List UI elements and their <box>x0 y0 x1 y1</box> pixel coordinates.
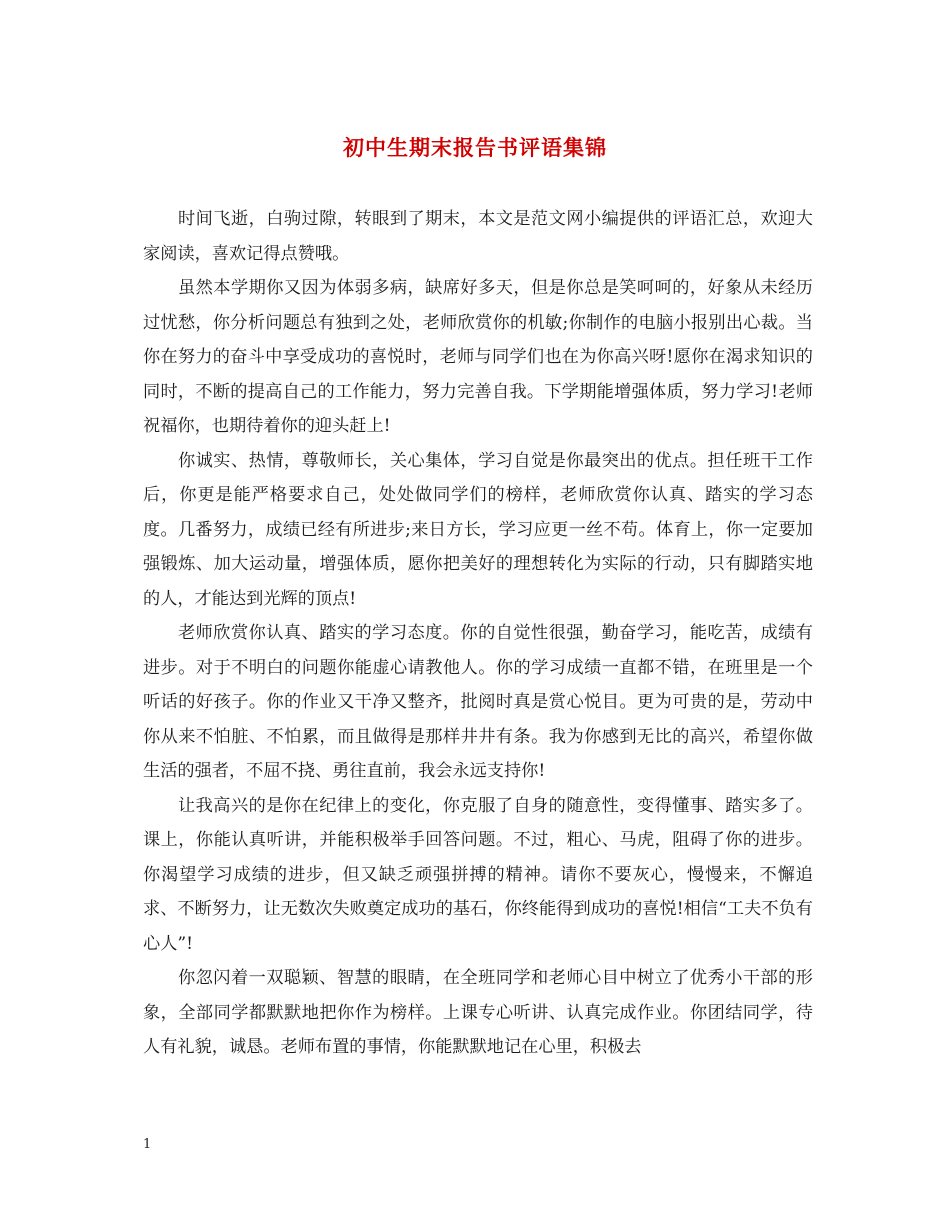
page-number: 1 <box>143 1137 152 1152</box>
paragraph-comment-3: 老师欣赏你认真、踏实的学习态度。你的自觉性很强，勤奋学习，能吃苦，成绩有进步。对于不明白的问题你能虚心请教他人。你的学习成绩一直都不错，在班里是一个听话的好孩子。你的作业又干净又整齐，批阅时真是赏心悦目。更为可贵的是，劳动中你从来不怕脏、不怕累，而且做得是那样井井有条。我为你感到无比的高兴，希望你做生活的强者，不屈不挠、勇往直前，我会永远支持你! <box>143 623 813 781</box>
document-body <box>143 202 813 1065</box>
paragraph-intro: 时间飞逝，白驹过隙，转眼到了期末，本文是范文网小编提供的评语汇总，欢迎大家阅读，喜欢记得点赞哦。 <box>143 209 813 264</box>
paragraph-comment-4: 让我高兴的是你在纪律上的变化，你克服了自身的随意性，变得懂事、踏实多了。课上，你能认真听讲，并能积极举手回答问题。不过，粗心、马虎，阻碍了你的进步。你渴望学习成绩的进步，但又缺乏顽强拼搏的精神。请你不要灰心，慢慢来，不懈追求、不断努力，让无数次失败奠定成功的基石，你终能得到成功的喜悦!相信“工夫不负有心人”! <box>143 795 813 954</box>
paragraph-comment-5: 你忽闪着一双聪颖、智慧的眼睛，在全班同学和老师心目中树立了优秀小干部的形象，全部同学都默默地把你作为榜样。上课专心听讲、认真完成作业。你团结同学，待人有礼貌，诚恳。老师布置的事情，你能默默地记在心里，积极去 <box>143 968 813 1057</box>
paragraph-comment-2: 你诚实、热情，尊敬师长，关心集体，学习自觉是你最突出的优点。担任班干工作后，你更是能严格要求自己，处处做同学们的榜样，老师欣赏你认真、踏实的学习态度。几番努力，成绩已经有所进步;来日方长，学习应更一丝不苟。体育上，你一定要加强锻炼、加大运动量，增强体质，愿你把美好的理想转化为实际的行动，只有脚踏实地的人，才能达到光辉的顶点! <box>143 450 813 609</box>
document-title: 初中生期末报告书评语集锦 <box>343 135 607 160</box>
paragraph-comment-1: 虽然本学期你又因为体弱多病，缺席好多天，但是你总是笑呵呵的，好象从未经历过忧愁，你分析问题总有独到之处，老师欣赏你的机敏;你制作的电脑小报别出心裁。当你在努力的奋斗中享受成功的喜悦时，老师与同学们也在为你高兴呀!愿你在渴求知识的同时，不断的提高自己的工作能力，努力完善自我。下学期能增强体质，努力学习!老师祝福你，也期待着你的迎头赶上! <box>143 278 813 436</box>
